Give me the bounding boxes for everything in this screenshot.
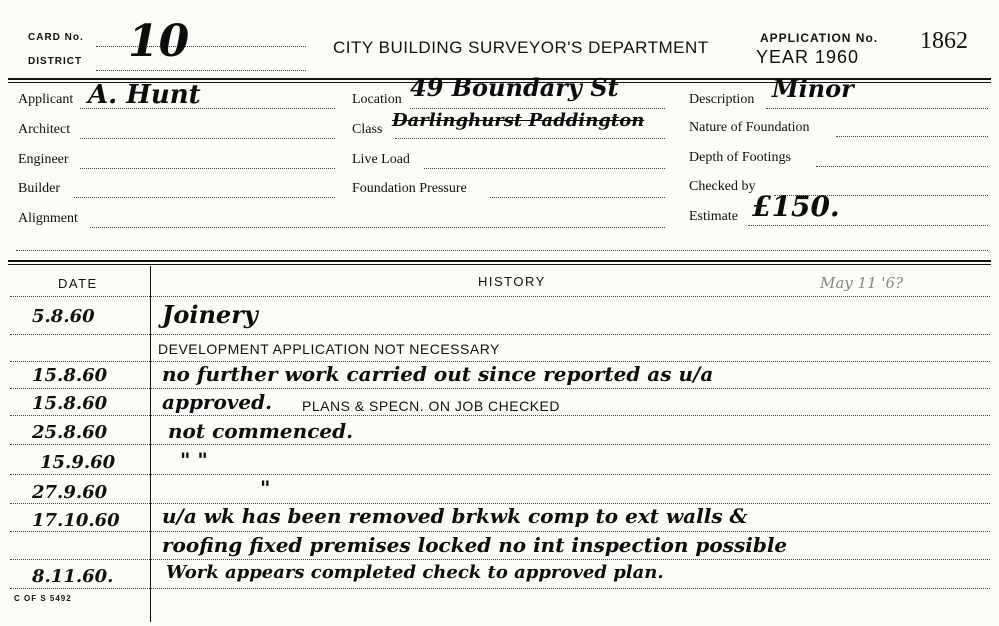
engineer-line [80, 168, 335, 169]
card-no-value: 10 [128, 16, 190, 67]
row-text: approved. [162, 390, 273, 414]
history-header-line [10, 296, 990, 297]
checked-by-label: Checked by [689, 179, 756, 194]
alignment-line [90, 227, 665, 228]
nature-foundation-label: Nature of Foundation [689, 120, 810, 135]
live-load-label: Live Load [352, 152, 410, 167]
class-line [395, 138, 665, 139]
row-text: u/a wk has been removed brkwk comp to ext walls & [162, 504, 748, 528]
date-header: DATE [58, 276, 98, 291]
foundation-pressure-line [490, 197, 665, 198]
depth-footings-line [816, 166, 988, 167]
row-line [10, 474, 990, 475]
row-date: 25.8.60 [32, 422, 108, 443]
estimate-line [748, 225, 988, 226]
row-date: 8.11.60. [32, 566, 114, 587]
architect-label: Architect [18, 122, 71, 137]
row-line [10, 388, 990, 389]
row-date: 15.9.60 [40, 452, 116, 473]
depth-footings-label: Depth of Footings [689, 150, 791, 165]
location-label: Location [352, 92, 402, 107]
row-text: not commenced. [168, 419, 354, 443]
row-line [10, 588, 990, 589]
engineer-label: Engineer [18, 152, 69, 167]
year-label: YEAR 1960 [756, 47, 860, 67]
district-label: DISTRICT [28, 56, 83, 67]
row-text: Joinery [162, 300, 258, 329]
row-date: 27.9.60 [32, 482, 108, 503]
application-no-label: APPLICATION No. [760, 31, 879, 45]
row-line [10, 415, 990, 416]
district-line [96, 70, 306, 71]
description-label: Description [689, 92, 755, 107]
row-text: " [260, 476, 271, 500]
class-value: Darlinghurst Paddington [392, 110, 645, 131]
foundation-pressure-label: Foundation Pressure [352, 181, 467, 196]
location-line [410, 108, 665, 109]
row-date: 15.8.60 [32, 393, 108, 414]
form-code: C OF S 5492 [14, 594, 72, 603]
row-text: " " [180, 448, 208, 472]
nature-foundation-line [836, 136, 988, 137]
history-rule-top [8, 260, 991, 262]
row-date: 15.8.60 [32, 365, 108, 386]
department-title: CITY BUILDING SURVEYOR'S DEPARTMENT [333, 38, 709, 57]
history-header: HISTORY [478, 274, 546, 289]
applicant-label: Applicant [18, 92, 74, 107]
history-rule-top2 [8, 264, 991, 265]
description-value: Minor [772, 74, 854, 103]
application-no-value: 1862 [920, 28, 968, 54]
row-line [10, 531, 990, 532]
row-text: no further work carried out since reported as u/a [162, 362, 714, 386]
card-no-label: CARD No. [28, 32, 84, 43]
estimate-label: Estimate [689, 209, 738, 224]
row-line [10, 444, 990, 445]
alignment-label: Alignment [18, 211, 78, 226]
row-text: Work appears completed check to approved plan. [166, 562, 664, 583]
blank-line [16, 250, 988, 251]
row-date: 17.10.60 [32, 510, 120, 531]
row-date: 5.8.60 [32, 306, 95, 327]
row-stamp: PLANS & SPECN. ON JOB CHECKED [302, 398, 561, 414]
row-text: roofing fixed premises locked no int inspection possible [162, 533, 788, 557]
description-line [766, 108, 988, 109]
row-line [10, 334, 990, 335]
builder-line [74, 197, 335, 198]
location-value: 49 Boundary St [410, 73, 619, 102]
architect-line [80, 138, 335, 139]
class-label: Class [352, 122, 383, 137]
applicant-value: A. Hunt [88, 80, 201, 110]
row-stamp: DEVELOPMENT APPLICATION NOT NECESSARY [158, 341, 500, 357]
builder-label: Builder [18, 181, 60, 196]
live-load-line [424, 168, 665, 169]
estimate-value: £150. [752, 190, 840, 223]
top-note: May 11 '6? [820, 274, 904, 292]
row-line [10, 559, 990, 560]
